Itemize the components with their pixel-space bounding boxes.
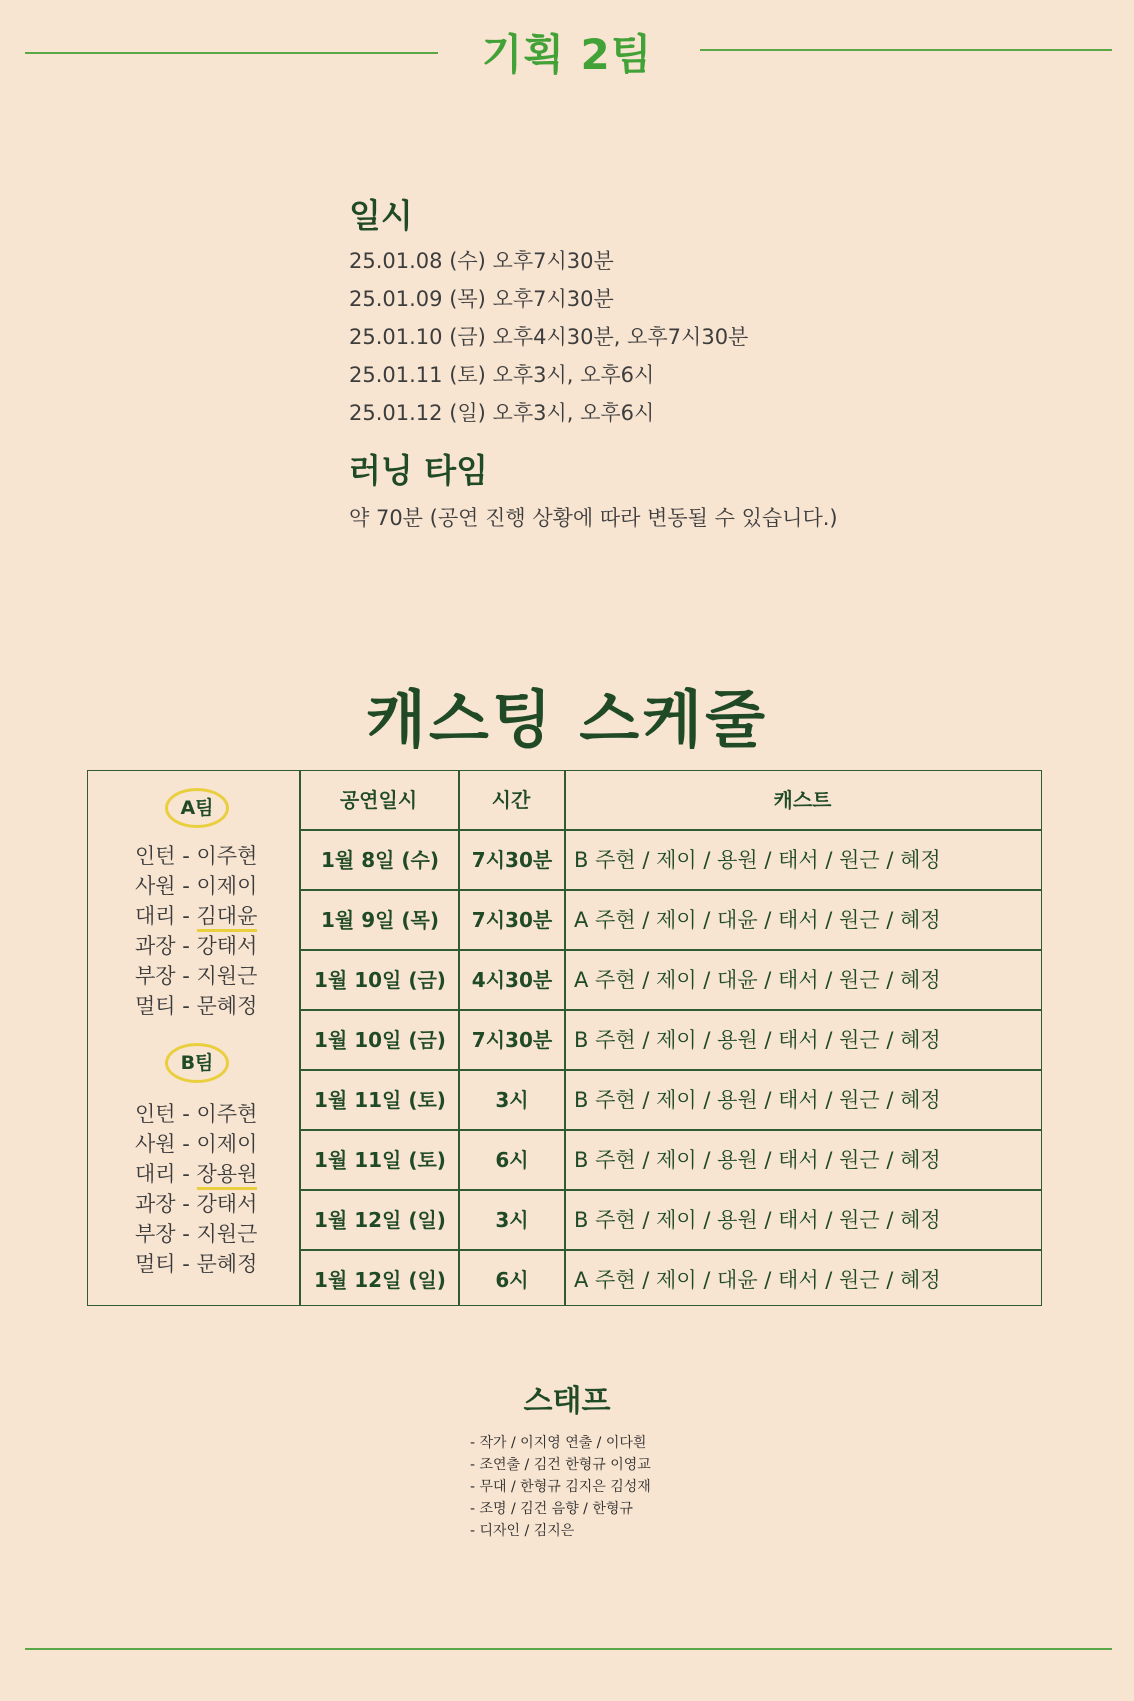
team-a-member: 부장 - 지원근	[135, 964, 258, 988]
team-b-member: 부장 - 지원근	[135, 1222, 258, 1246]
staff-line: - 조연출 / 김건 한형규 이영교	[470, 1457, 651, 1473]
runtime-heading: 러닝 타임	[349, 451, 489, 490]
casting-schedule-title: 캐스팅 스케줄	[366, 683, 768, 756]
row-time: 3시	[495, 1208, 529, 1232]
casting-table	[87, 770, 1042, 1306]
staff-line: - 작가 / 이지영 연출 / 이다흰	[470, 1435, 647, 1451]
row-time: 7시30분	[471, 908, 553, 932]
row-time: 7시30분	[471, 848, 553, 872]
highlighted-name: 장용원	[197, 1162, 258, 1190]
row-date: 1월 8일 (수)	[321, 848, 439, 872]
row-date: 1월 11일 (토)	[314, 1088, 446, 1112]
column-divider	[564, 771, 566, 1305]
footer-rule	[25, 1648, 1112, 1650]
row-date: 1월 12일 (일)	[314, 1268, 446, 1292]
row-cast: B 주현 / 제이 / 용원 / 태서 / 원근 / 혜정	[574, 1088, 941, 1112]
row-cast: B 주현 / 제이 / 용원 / 태서 / 원근 / 혜정	[574, 848, 941, 872]
team-a-member: 대리 - 김대윤	[135, 901, 257, 931]
highlighted-name: 김대윤	[197, 904, 258, 932]
date-line: 25.01.09 (목) 오후7시30분	[349, 287, 614, 311]
row-date: 1월 12일 (일)	[314, 1208, 446, 1232]
team-a-badge: A팀	[165, 788, 229, 828]
runtime-text: 약 70분 (공연 진행 상황에 따라 변동될 수 있습니다.)	[349, 506, 838, 530]
team-b-member: 멀티 - 문혜정	[135, 1252, 258, 1276]
team-b-member: 대리 - 장용원	[135, 1159, 257, 1189]
team-a-member: 인턴 - 이주현	[135, 844, 258, 868]
date-line: 25.01.11 (토) 오후3시, 오후6시	[349, 363, 655, 387]
staff-line: - 조명 / 김건 음향 / 한형규	[470, 1501, 633, 1517]
row-time: 4시30분	[471, 968, 553, 992]
datetime-heading: 일시	[349, 196, 413, 235]
row-cast: B 주현 / 제이 / 용원 / 태서 / 원근 / 혜정	[574, 1208, 941, 1232]
team-a-member: 과장 - 강태서	[135, 934, 258, 958]
team-a-member: 멀티 - 문혜정	[135, 994, 258, 1018]
row-cast: B 주현 / 제이 / 용원 / 태서 / 원근 / 혜정	[574, 1028, 941, 1052]
row-time: 6시	[495, 1148, 529, 1172]
header-rule-right	[700, 49, 1112, 51]
team-a-member: 사원 - 이제이	[135, 874, 258, 898]
team-b-badge: B팀	[165, 1043, 229, 1083]
team-b-member: 인턴 - 이주현	[135, 1102, 258, 1126]
header-date: 공연일시	[339, 788, 418, 812]
row-cast: A 주현 / 제이 / 대윤 / 태서 / 원근 / 혜정	[574, 1268, 941, 1292]
date-line: 25.01.12 (일) 오후3시, 오후6시	[349, 401, 655, 425]
header-cast: 캐스트	[773, 788, 832, 812]
row-cast: B 주현 / 제이 / 용원 / 태서 / 원근 / 혜정	[574, 1148, 941, 1172]
date-line: 25.01.08 (수) 오후7시30분	[349, 249, 614, 273]
row-date: 1월 10일 (금)	[314, 968, 446, 992]
staff-line: - 무대 / 한형규 김지은 김성재	[470, 1479, 651, 1495]
row-cast: A 주현 / 제이 / 대윤 / 태서 / 원근 / 혜정	[574, 968, 941, 992]
staff-line: - 디자인 / 김지은	[470, 1523, 575, 1539]
date-line: 25.01.10 (금) 오후4시30분, 오후7시30분	[349, 325, 749, 349]
row-date: 1월 11일 (토)	[314, 1148, 446, 1172]
row-date: 1월 10일 (금)	[314, 1028, 446, 1052]
page-title: 기획 2팀	[481, 30, 653, 79]
row-cast: A 주현 / 제이 / 대윤 / 태서 / 원근 / 혜정	[574, 908, 941, 932]
row-date: 1월 9일 (목)	[321, 908, 439, 932]
row-time: 7시30분	[471, 1028, 553, 1052]
staff-title: 스태프	[523, 1384, 611, 1419]
row-time: 6시	[495, 1268, 529, 1292]
team-b-member: 과장 - 강태서	[135, 1192, 258, 1216]
header-time: 시간	[491, 788, 531, 812]
row-time: 3시	[495, 1088, 529, 1112]
team-b-member: 사원 - 이제이	[135, 1132, 258, 1156]
